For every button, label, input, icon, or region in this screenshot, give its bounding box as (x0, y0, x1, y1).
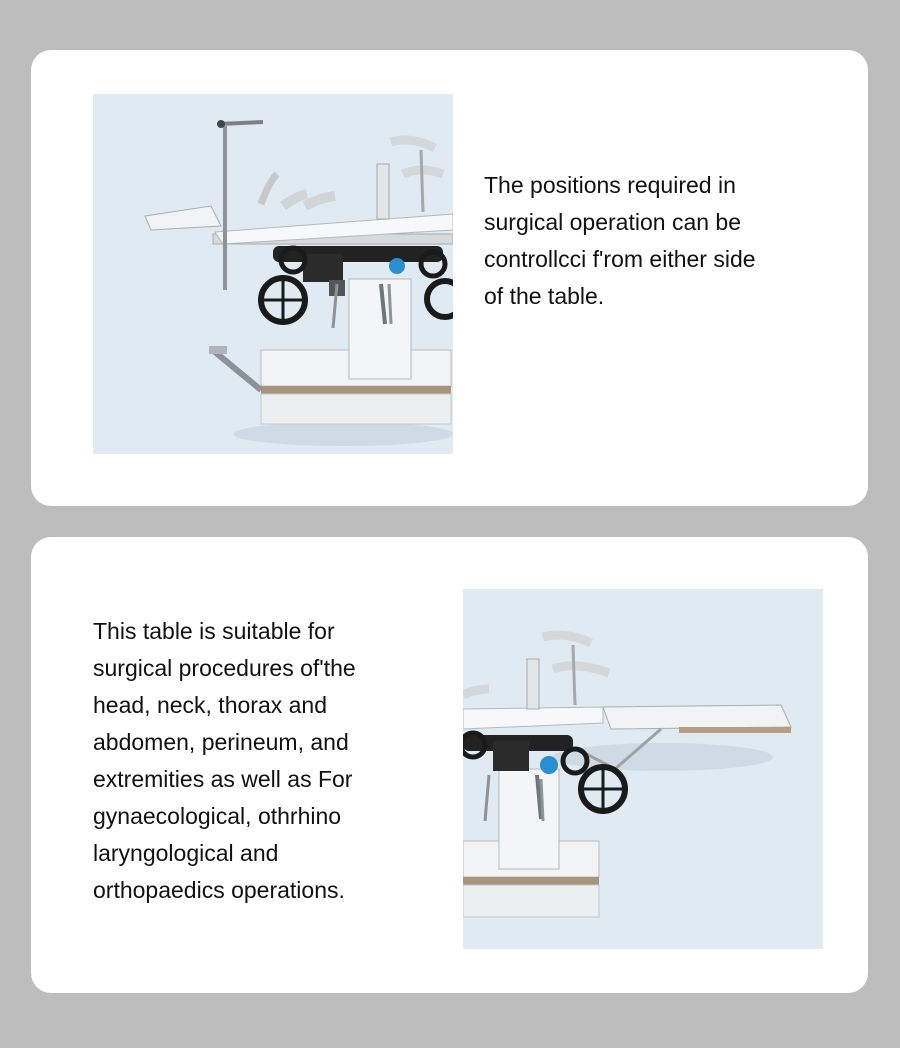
operating-table-photo (463, 589, 823, 949)
feature-description: This table is suitable for surgical procedures of'the head, neck, thorax and abdomen, perineum, and extremities as well as For gynaecological, othrhino laryngological and orthopaedics operations. (93, 618, 356, 903)
feature-card-suitability (31, 537, 868, 993)
operating-table-illustration (463, 589, 823, 949)
operating-table-photo (93, 94, 453, 454)
feature-card-positions (31, 50, 868, 506)
operating-table-illustration (93, 94, 453, 454)
feature-description: The positions required in surgical operation can be controllcci f'rom either side of the table. (484, 172, 756, 309)
